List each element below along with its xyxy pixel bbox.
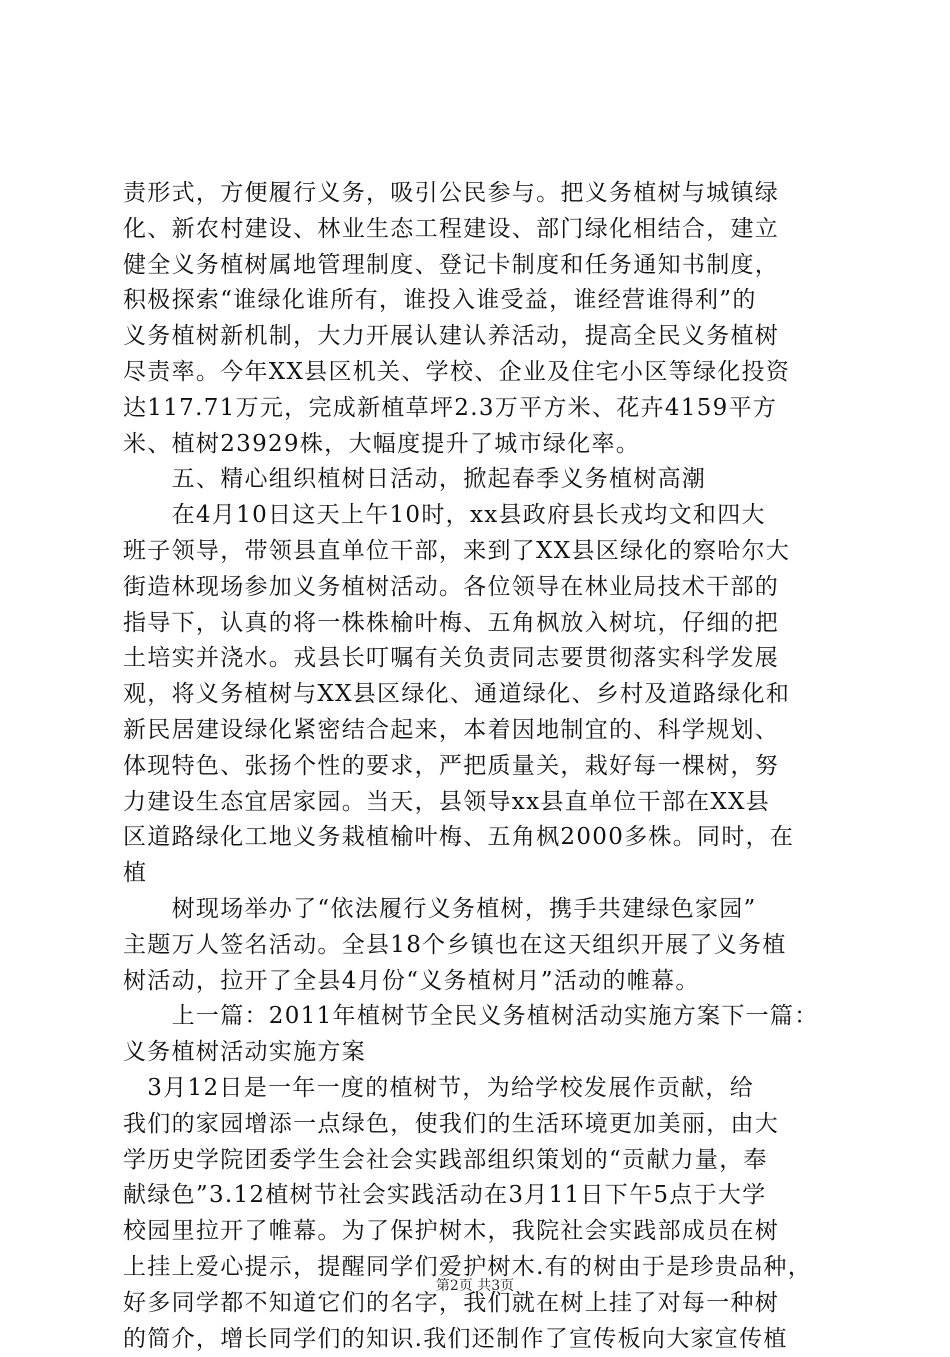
text-line: 3月12日是一年一度的植树节，为给学校发展作贡献，给 [123, 1071, 843, 1107]
text-line: 指导下，认真的将一株株榆叶梅、五角枫放入树坑，仔细的把 [123, 606, 843, 642]
text-line: 积极探索“谁绿化谁所有，谁投入谁受益，谁经营谁得利”的 [123, 283, 843, 319]
text-line: 上挂上爱心提示，提醒同学们爱护树木.有的树由于是珍贵品种， [123, 1250, 843, 1286]
text-line: 区道路绿化工地义务栽植榆叶梅、五角枫2000多株。同时，在 [123, 820, 843, 856]
text-line: 校园里拉开了帷幕。为了保护树木，我院社会实践部成员在树 [123, 1214, 843, 1250]
text-line: 献绿色”3.12植树节社会实践活动在3月11日下午5点于大学 [123, 1178, 843, 1214]
text-line: 主题万人签名活动。全县18个乡镇也在这天组织开展了义务植 [123, 928, 843, 964]
text-line: 学历史学院团委学生会社会实践部组织策划的“贡献力量，奉 [123, 1143, 843, 1179]
section-heading: 五、精心组织植树日活动，掀起春季义务植树高潮 [123, 462, 843, 498]
text-line: 达117.71万元，完成新植草坪2.3万平方米、花卉4159平方 [123, 391, 843, 427]
text-line: 我们的家园增添一点绿色，使我们的生活环境更加美丽，由大 [123, 1107, 843, 1143]
text-line: 责形式，方便履行义务，吸引公民参与。把义务植树与城镇绿 [123, 176, 843, 212]
page-footer [0, 1275, 950, 1295]
text-line: 树现场举办了“依法履行义务植树，携手共建绿色家园” [123, 892, 843, 928]
text-line: 土培实并浇水。戎县长叮嘱有关负责同志要贯彻落实科学发展 [123, 641, 843, 677]
text-line: 街造林现场参加义务植树活动。各位领导在林业局技术干部的 [123, 570, 843, 606]
text-line: 树活动，拉开了全县4月份“义务植树月”活动的帷幕。 [123, 964, 843, 1000]
text-line: 体现特色、张扬个性的要求，严把质量关，栽好每一棵树，努 [123, 749, 843, 785]
text-line: 健全义务植树属地管理制度、登记卡制度和任务通知书制度， [123, 248, 843, 284]
text-line: 在4月10日这天上午10时，xx县政府县长戎均文和四大 [123, 498, 843, 534]
prev-next-line: 上一篇：2011年植树节全民义务植树活动实施方案下一篇： [123, 999, 843, 1035]
text-line: 尽责率。今年XX县区机关、学校、企业及住宅小区等绿化投资 [123, 355, 843, 391]
text-line: 米、植树23929株，大幅度提升了城市绿化率。 [123, 427, 843, 463]
text-line: 观，将义务植树与XX县区绿化、通道绿化、乡村及道路绿化和 [123, 677, 843, 713]
page-number: 第2页 共3页 [436, 1278, 514, 1294]
text-line: 的简介，增长同学们的知识.我们还制作了宣传板向大家宣传植 [123, 1322, 843, 1357]
prev-next-line: 义务植树活动实施方案 [123, 1035, 843, 1071]
text-line: 化、新农村建设、林业生态工程建设、部门绿化相结合，建立 [123, 212, 843, 248]
text-line: 力建设生态宜居家园。当天，县领导xx县直单位干部在XX县 [123, 785, 843, 821]
text-line: 义务植树新机制，大力开展认建认养活动，提高全民义务植树 [123, 319, 843, 355]
text-line: 好多同学都不知道它们的名字，我们就在树上挂了对每一种树 [123, 1286, 843, 1322]
text-line: 班子领导，带领县直单位干部，来到了XX县区绿化的察哈尔大 [123, 534, 843, 570]
text-line: 新民居建设绿化紧密结合起来，本着因地制宜的、科学规划、 [123, 713, 843, 749]
document-body [123, 176, 843, 1357]
text-line: 植 [123, 856, 843, 892]
